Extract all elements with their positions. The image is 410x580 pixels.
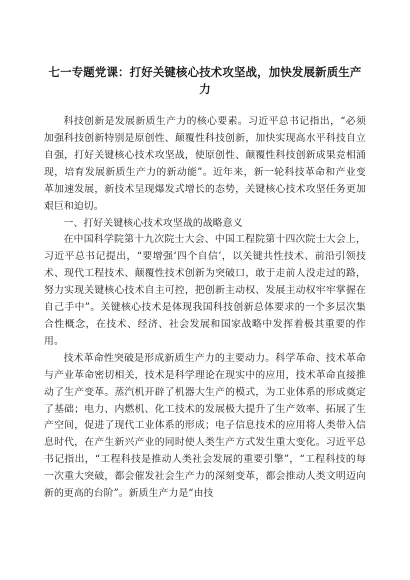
document-page bbox=[44, 64, 366, 503]
paragraph-2: 在中国科学院第十九次院士大会、中国工程院第十四次院士大会上，习近平总书记提出，“要增强‘四个自信’，以关键共性技术、前沿引领技术、现代工程技术、颠覆性技术创新为突破口，敢于走前人没走过的路，努力实现关键核心技术自主可控，把创新主动权、发展主动权牢牢掌握在自己手中”。关键核心技术是体现我国科技创新总体要求的一个多层次集合性概念，在技术、经济、社会发展和国家战略中发挥着极其重要的作用。 bbox=[44, 234, 366, 347]
document-title: 七一专题党课：打好关键核心技术攻坚战，加快发展新质生产力 bbox=[48, 65, 362, 96]
paragraph-3: 技术革命性突破是形成新质生产力的主要动力。科学革命、技术革命与产业革命密切相关，技术是科学理论在现实中的应用，技术革命直接推动了生产变革。蒸汽机开辟了机器大生产的模式，为工业体系的形成奠定了基础；电力、内燃机、化工技术的发展极大提升了生产效率、拓展了生产空间，促进了现代工业体系的形成；电子信息技术的应用将人类带入信息时代，在产生新兴产业的同时使人类生产方式发生重大变化。习近平总书记指出，“工程科技是推动人类社会发展的重要引擎”，“工程科技的每一次重大突破，都会催发社会生产力的深刻变革，都会推动人类文明迈向新的更高的台阶”。新质生产力是“由技 bbox=[44, 352, 366, 500]
section-heading: 一、打好关键核心技术攻坚战的战略意义 bbox=[63, 218, 243, 230]
paragraph-1: 科技创新是发展新质生产力的核心要素。习近平总书记指出，“必须加强科技创新特别是原创性、颠覆性科技创新，加快实现高水平科技自立自强，打好关键核心技术攻坚战，使原创性、颠覆性科技创新成果竞相涌现，培育发展新质生产力的新动能”。近年来，新一轮科技革命和产业变革加速发展，新技术呈现爆发式增长的态势，关键核心技术攻坚任务更加艰巨和迫切。 bbox=[44, 116, 366, 212]
